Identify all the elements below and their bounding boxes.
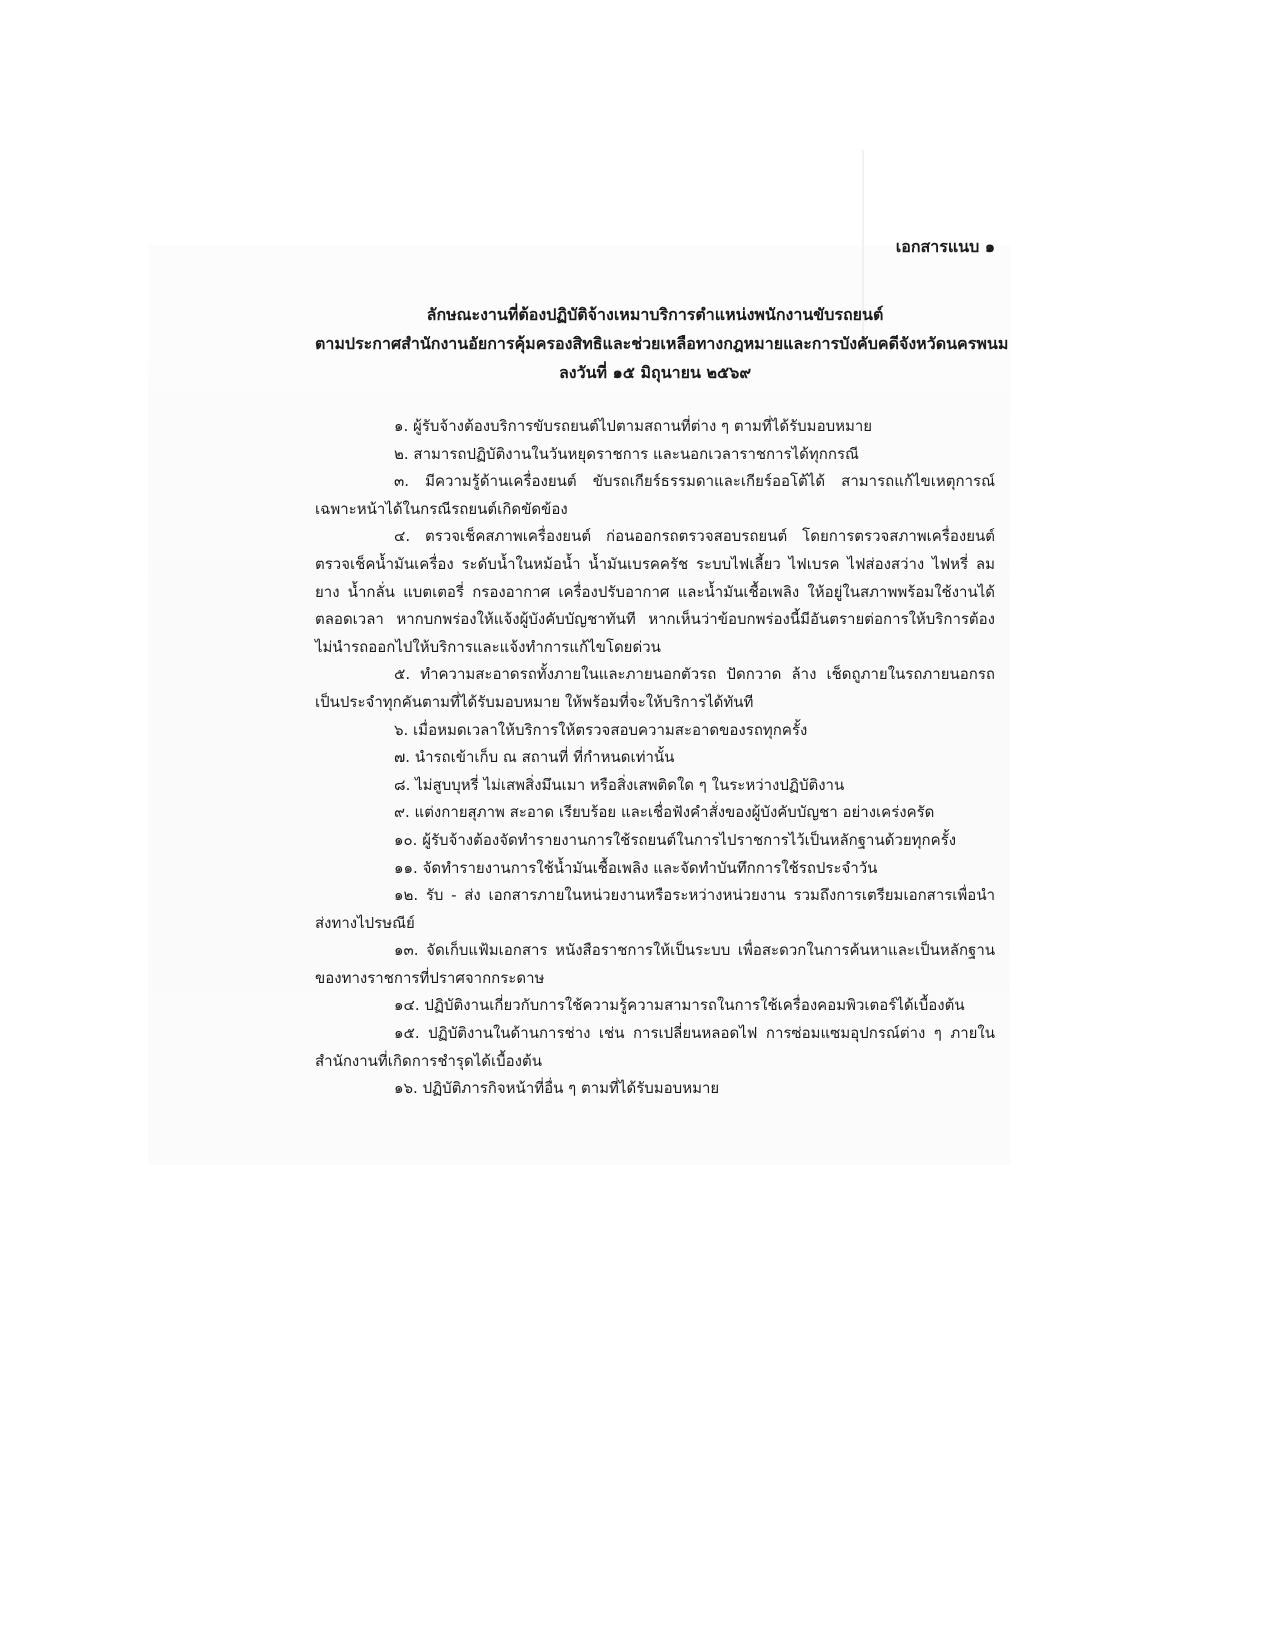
duty-item-16: ๑๖. ปฏิบัติภารกิจหน้าที่อื่น ๆ ตามที่ได้รับมอบหมาย (394, 1079, 720, 1098)
duty-item-1: ๑. ผู้รับจ้างต้องบริการขับรถยนต์ไปตามสถานที่ต่าง ๆ ตามที่ได้รับมอบหมาย (394, 417, 873, 435)
duty-list (315, 413, 995, 1103)
duty-item-8: ๘. ไม่สูบบุหรี่ ไม่เสพสิ่งมึนเมา หรือสิ่งเสพติดใด ๆ ในระหว่างปฏิบัติงาน (394, 775, 845, 794)
duty-item-15: ๑๕. ปฏิบัติงานในด้านการช่าง เช่น การเปลี่ยนหลอดไฟ การซ่อมแซมอุปกรณ์ต่าง ๆ ภายในสำนักงานที่เกิดการชำรุดได้เบื้องต้น (315, 1024, 995, 1070)
title-line-2: ตามประกาศสำนักงานอัยการคุ้มครองสิทธิและช่วยเหลือทางกฎหมายและการบังคับคดีจังหวัดนครพนม (315, 334, 1009, 353)
duty-item-5: ๕. ทำความสะอาดรถทั้งภายในและภายนอกตัวรถ ปัดกวาด ล้าง เช็ดถูภายในรถภายนอกรถเป็นประจำทุกคันตามที่ได้รับมอบหมาย ให้พร้อมที่จะให้บริการได้ทันที (315, 665, 995, 711)
duty-item-3: ๓. มีความรู้ด้านเครื่องยนต์ ขับรถเกียร์ธรรมดาและเกียร์ออโต้ได้ สามารถแก้ไขเหตุการณ์เฉพาะหน้าได้ในกรณีรถยนต์เกิดขัดข้อง (315, 472, 995, 518)
document-page (315, 232, 1009, 1103)
duty-item-7: ๗. นำรถเข้าเก็บ ณ สถานที่ ที่กำหนดเท่านั้น (394, 748, 675, 767)
title-line-1: ลักษณะงานที่ต้องปฏิบัติจ้างเหมาบริการตำแหน่งพนักงานขับรถยนต์ (426, 305, 884, 324)
document-title (315, 300, 1009, 387)
duty-item-11: ๑๑. จัดทำรายงานการใช้น้ำมันเชื้อเพลิง และจัดทำบันทึกการใช้รถประจำวัน (394, 858, 878, 877)
duty-item-12: ๑๒. รับ - ส่ง เอกสารภายในหน่วยงานหรือระหว่างหน่วยงาน รวมถึงการเตรียมเอกสารเพื่อนำส่งทางไปรษณีย์ (315, 886, 995, 932)
duty-item-9: ๙. แต่งกายสุภาพ สะอาด เรียบร้อย และเชื่อฟังคำสั่งของผู้บังคับบัญชา อย่างเคร่งครัด (394, 803, 935, 822)
duty-item-4: ๔. ตรวจเช็คสภาพเครื่องยนต์ ก่อนออกรถตรวจสอบรถยนต์ โดยการตรวจสภาพเครื่องยนต์ ตรวจเช็คน้ำมันเครื่อง ระดับน้ำในหม้อน้ำ น้ำมันเบรคครัช ระบบไฟเลี้ยว ไฟเบรค ไฟส่องสว่าง ไฟหรี่ ลมยาง น้ำกลั่น แบตเตอรี่ กรองอากาศ เครื่องปรับอากาศ และน้ำมันเชื้อเพลิง ให้อยู่ในสภาพพร้อมใช้งานได้ตลอดเวลา หากบกพร่องให้แจ้งผู้บังคับบัญชาทันที หากเห็นว่าข้อบกพร่องนี้มีอันตรายต่อการให้บริการต้องไม่นำรถออกไปให้บริการและแจ้งทำการแก้ไขโดยด่วน (315, 527, 995, 656)
duty-item-10: ๑๐. ผู้รับจ้างต้องจัดทำรายงานการใช้รถยนต์ในการไปราชการไว้เป็นหลักฐานด้วยทุกครั้ง (394, 830, 957, 849)
duty-item-13: ๑๓. จัดเก็บแฟ้มเอกสาร หนังสือราชการให้เป็นระบบ เพื่อสะดวกในการค้นหาและเป็นหลักฐานของทางราชการที่ปราศจากกระดาษ (315, 941, 995, 987)
duty-item-6: ๖. เมื่อหมดเวลาให้บริการให้ตรวจสอบความสะอาดของรถทุกครั้ง (394, 720, 808, 739)
attachment-label: เอกสารแนบ ๑ (895, 237, 995, 256)
duty-item-2: ๒. สามารถปฏิบัติงานในวันหยุดราชการ และนอกเวลาราชการได้ทุกกรณี (394, 444, 859, 463)
duty-item-14: ๑๔. ปฏิบัติงานเกี่ยวกับการใช้ความรู้ความสามารถในการใช้เครื่องคอมพิวเตอร์ได้เบื้องต้น (394, 996, 965, 1015)
title-line-3: ลงวันที่ ๑๕ มิถุนายน ๒๕๖๙ (558, 363, 752, 382)
